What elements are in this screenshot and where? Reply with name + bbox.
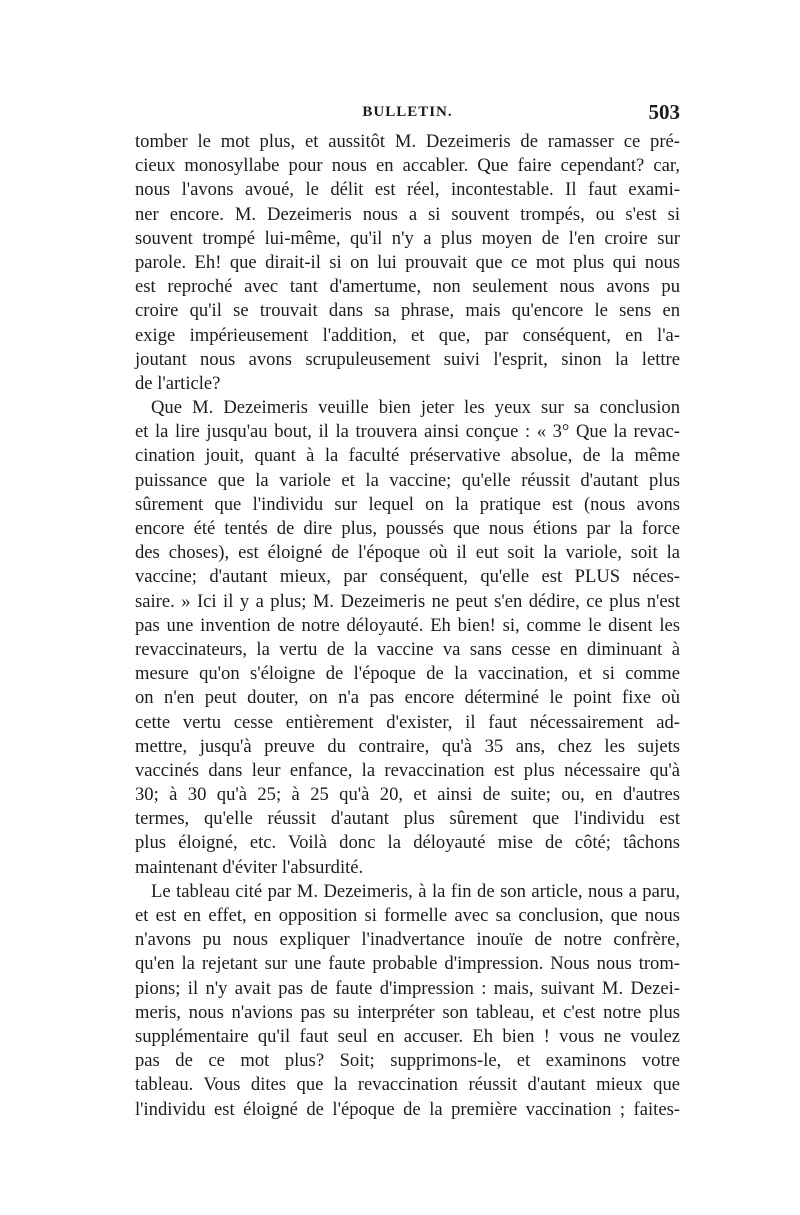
text-line: saire. » Ici il y a plus; M. Dezeimeris ne peut s'en dédire, ce plus n'est xyxy=(135,590,680,612)
text-line: et est en effet, en opposition si formelle avec sa conclusion, que nous xyxy=(135,905,680,926)
text-line: termes, qu'elle réussit d'autant plus sûrement que l'individu est xyxy=(135,808,680,830)
text-line: plus éloigné, etc. Voilà donc la déloyauté mise de côté; tâchons xyxy=(135,832,680,854)
text-line: mettre, jusqu'à preuve du contraire, qu'à 35 ans, chez les sujets xyxy=(135,735,680,757)
text-line: encore été tentés de dire plus, poussés que nous étions par la force xyxy=(135,518,680,539)
text-line: souvent trompé lui-même, qu'il n'y a plus moyen de l'en croire sur xyxy=(135,227,680,249)
text-line: pas de ce mot plus? Soit; supprimons-le, et examinons votre xyxy=(135,1050,680,1072)
text-line: pas une invention de notre déloyauté. Eh bien! si, comme le disent les xyxy=(135,614,680,636)
page-number: 503 xyxy=(648,100,680,124)
running-head: BULLETIN. xyxy=(362,104,453,120)
text-line: et la lire jusqu'au bout, il la trouvera ainsi conçue : « 3° Que la revac- xyxy=(135,421,680,443)
text-line: cieux monosyllabe pour nous en accabler. Que faire cependant? car, xyxy=(135,155,680,177)
text-line: Que M. Dezeimeris veuille bien jeter les yeux sur sa conclusion xyxy=(151,397,680,419)
text-line: parole. Eh! que dirait-il si on lui prouvait que ce mot plus qui nous xyxy=(135,251,680,273)
text-line: qu'en la rejetant sur une faute probable d'impression. Nous nous trom- xyxy=(135,953,680,975)
text-line: tomber le mot plus, et aussitôt M. Dezeimeris de ramasser ce pré- xyxy=(135,131,680,152)
text-line: de l'article? xyxy=(135,372,221,394)
text-line: tableau. Vous dites que la revaccination réussit d'autant mieux que xyxy=(135,1074,680,1096)
body-text xyxy=(135,130,680,1122)
text-line: meris, nous n'avions pas su interpréter son tableau, et c'est notre plus xyxy=(135,1001,680,1023)
text-line: cette vertu cesse entièrement d'exister, il faut nécessairement ad- xyxy=(135,711,680,733)
text-line: l'individu est éloigné de l'époque de la première vaccination ; faites- xyxy=(135,1098,680,1120)
text-line: Le tableau cité par M. Dezeimeris, à la fin de son article, nous a paru, xyxy=(151,880,680,902)
text-line: maintenant d'éviter l'absurdité. xyxy=(135,856,364,878)
text-line: joutant nous avons scrupuleusement suivi l'esprit, sinon la lettre xyxy=(135,348,680,370)
text-line: puissance que la variole et la vaccine; qu'elle réussit d'autant plus xyxy=(135,469,680,491)
text-line: 30; à 30 qu'à 25; à 25 qu'à 20, et ainsi de suite; ou, en d'autres xyxy=(135,784,680,806)
text-line: exige impérieusement l'addition, et que, par conséquent, en l'a- xyxy=(135,324,680,346)
text-line: mesure qu'on s'éloigne de l'époque de la vaccination, et si comme xyxy=(135,663,680,685)
text-line: supplémentaire qu'il faut seul en accuser. Eh bien ! vous ne voulez xyxy=(135,1025,680,1047)
text-line: vaccinés dans leur enfance, la revaccination est plus nécessaire qu'à xyxy=(135,759,680,781)
text-line: ner encore. M. Dezeimeris nous a si souvent trompés, ou s'est si xyxy=(135,203,680,225)
text-line: n'avons pu nous expliquer l'inadvertance inouïe de notre confrère, xyxy=(135,929,680,951)
text-line: nous l'avons avoué, le délit est réel, incontestable. Il faut exami- xyxy=(135,179,680,201)
text-line: revaccinateurs, la vertu de la vaccine va sans cesse en diminuant à xyxy=(135,638,680,660)
text-line: sûrement que l'individu sur lequel on la pratique est (nous avons xyxy=(135,493,680,515)
text-line: croire qu'il se trouvait dans sa phrase, mais qu'encore le sens en xyxy=(135,300,680,322)
text-line: est reproché avec tant d'amertume, non seulement nous avons pu xyxy=(135,276,680,298)
text-line: cination jouit, quant à la faculté préservative absolue, de la même xyxy=(135,445,680,467)
page-header xyxy=(135,100,680,130)
text-line: vaccine; d'autant mieux, par conséquent, qu'elle est PLUS néces- xyxy=(135,566,680,588)
text-line: des choses), est éloigné de l'époque où il eut soit la variole, soit la xyxy=(135,542,680,564)
text-line: on n'en peut douter, on n'a pas encore déterminé le point fixe où xyxy=(135,687,680,709)
text-line: pions; il n'y avait pas de faute d'impression : mais, suivant M. Dezei- xyxy=(135,977,680,999)
